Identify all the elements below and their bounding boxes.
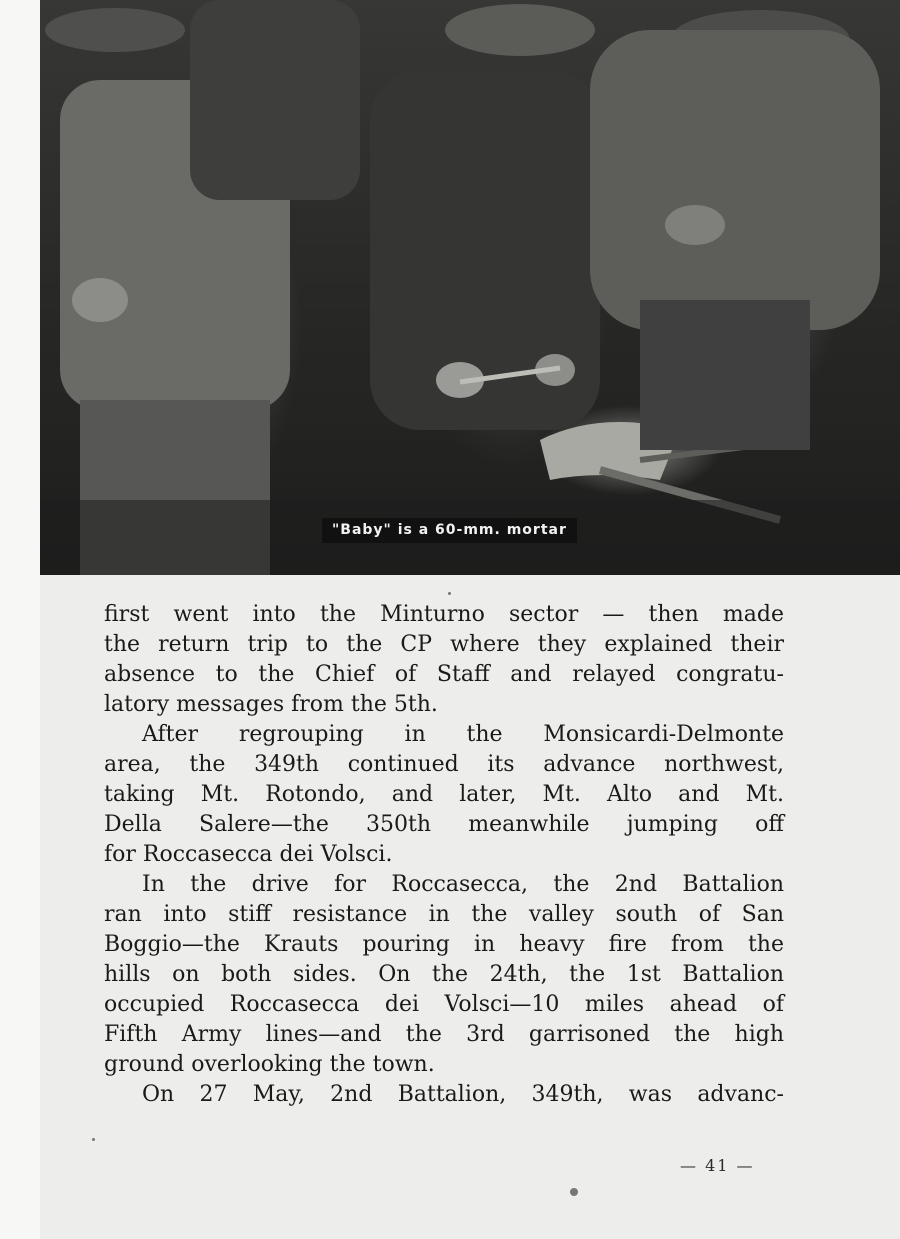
print-speck	[92, 1138, 95, 1141]
text-line: In the drive for Roccasecca, the 2nd Battalion	[142, 872, 784, 897]
text-line: first went into the Minturno sector — then made	[104, 602, 784, 627]
soldiers-photo	[40, 0, 900, 575]
page-number: — 41 —	[680, 1156, 755, 1175]
text-line: Boggio—the Krauts pouring in heavy fire from the	[104, 932, 784, 957]
photo-caption: "Baby" is a 60-mm. mortar	[322, 518, 577, 543]
print-speck	[448, 592, 451, 595]
text-line: Fifth Army lines—and the 3rd garrisoned the high	[104, 1022, 784, 1047]
text-line: area, the 349th continued its advance northwest,	[104, 752, 784, 777]
print-speck	[570, 1188, 578, 1196]
article-body	[104, 600, 784, 1110]
text-line: occupied Roccasecca dei Volsci—10 miles ahead of	[104, 992, 784, 1017]
text-line: Della Salere—the 350th meanwhile jumping off	[104, 812, 784, 837]
text-line: After regrouping in the Monsicardi-Delmonte	[142, 722, 784, 747]
text-line: ran into stiff resistance in the valley south of San	[104, 902, 784, 927]
text-line: taking Mt. Rotondo, and later, Mt. Alto and Mt.	[104, 782, 784, 807]
text-line: absence to the Chief of Staff and relayed congratu-	[104, 662, 784, 687]
text-line: latory messages from the 5th.	[104, 692, 438, 717]
photo-figures	[40, 0, 900, 575]
page-margin	[0, 0, 40, 1239]
text-line: for Roccasecca dei Volsci.	[104, 842, 393, 867]
text-line: ground overlooking the town.	[104, 1052, 435, 1077]
text-line: On 27 May, 2nd Battalion, 349th, was advanc-	[142, 1082, 784, 1107]
text-line: hills on both sides. On the 24th, the 1st Battalion	[104, 962, 784, 987]
text-line: the return trip to the CP where they explained their	[104, 632, 784, 657]
